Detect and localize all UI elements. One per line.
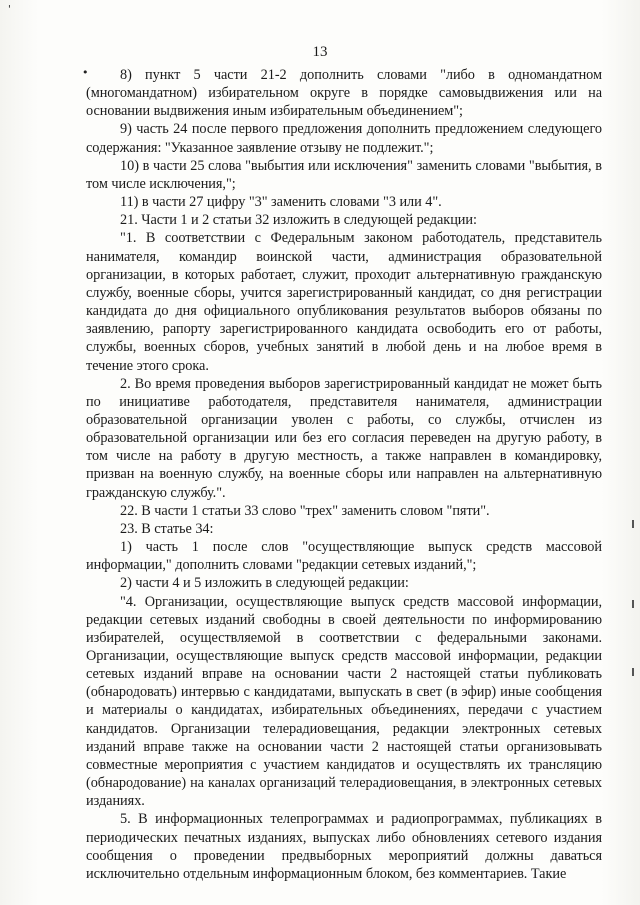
document-body [86, 66, 602, 883]
stray-mark-bullet: • [82, 66, 89, 79]
paragraph-part-2: 2. Во время проведения выборов зарегистрированный кандидат не может быть по инициативе работодателя, представителя нанимателя, администрации образовательной организации уволен с работы, со службы, отчислен из образовательной организации или без его согласия переведен на другую работу, в том числе на работу в другую местность, а также направлен в командировку, призван на военную службу, на военные сборы или направлен на альтернативную гражданскую службу.". [86, 375, 602, 501]
edge-scan-mark [632, 668, 634, 676]
paragraph-subitem-2: 2) части 4 и 5 изложить в следующей редакции: [120, 575, 409, 592]
edge-scan-mark [632, 520, 634, 528]
paragraph-section-22: 22. В части 1 статьи 33 слово "трех" заменить словом "пяти". [120, 502, 490, 519]
paragraph-item-9: 9) часть 24 после первого предложения дополнить предложением следующего содержания: "Указанное заявление отзыву не подлежит."; [86, 121, 602, 156]
paragraph-section-23: 23. В статье 34: [120, 520, 214, 537]
paragraph-part-5: 5. В информационных телепрограммах и радиопрограммах, публикациях в периодических печатных изданиях, выпусках либо обновлениях сетевого издания сообщения о проведении предвыборных мероприятий должны даваться исключительно отдельным информационным блоком, без комментариев. Такие [86, 811, 602, 882]
paragraph-part-4: "4. Организации, осуществляющие выпуск средств массовой информации, редакции сетевых изданий свободны в своей деятельности по информированию избирателей, осуществляемой в соответствии с федеральными законами. Организации, осуществляющие выпуск средств массовой информации, редакции сетевых изданий вправе на основании части 2 настоящей статьи публиковать (обнародовать) интервью с кандидатами, выпускать в свет (в эфир) иные сообщения и материалы о кандидатах, избирательных объединениях, передачи с участием кандидатов. Организации телерадиовещания, редакции электронных сетевых изданий вправе также на основании части 2 настоящей статьи организовывать совместные мероприятия с участием кандидатов и осуществлять их трансляцию (обнародование) на каналах организаций телерадиовещания, в электронных сетевых изданиях. [86, 593, 602, 810]
stray-mark-top-left: ' [8, 4, 11, 15]
page-number: 13 [312, 44, 328, 60]
paragraph-item-8: 8) пункт 5 части 21-2 дополнить словами "либо в одномандатном (многомандатном) избирательном округе в порядке самовыдвижения или на основании выдвижения иным избирательным объединением"; [86, 67, 602, 120]
paragraph-item-10: 10) в части 25 слова "выбытия или исключения" заменить словами "выбытия, в том числе исключения,"; [86, 157, 602, 192]
paragraph-item-11: 11) в части 27 цифру "3" заменить словами "3 или 4". [120, 194, 442, 211]
paragraph-part-1: "1. В соответствии с Федеральным законом работодатель, представитель нанимателя, командир воинской части, администрация образовательной организации, в которых работает, служит, проходит альтернативную гражданскую службу, военные сборы, учится зарегистрированный кандидат, со дня регистрации кандидата до дня официального опубликования результатов выборов обязаны по заявлению, рапорту зарегистрированного кандидата освободить его от работы, службы, военных сборов, учебных занятий в любой день и на любое время в течение этого срока. [86, 230, 602, 374]
paragraph-section-21: 21. Части 1 и 2 статьи 32 изложить в следующей редакции: [120, 212, 477, 229]
edge-scan-mark [632, 600, 634, 608]
paragraph-subitem-1: 1) часть 1 после слов "осуществляющие выпуск средств массовой информации," дополнить словами "редакции сетевых изданий,"; [86, 539, 602, 574]
